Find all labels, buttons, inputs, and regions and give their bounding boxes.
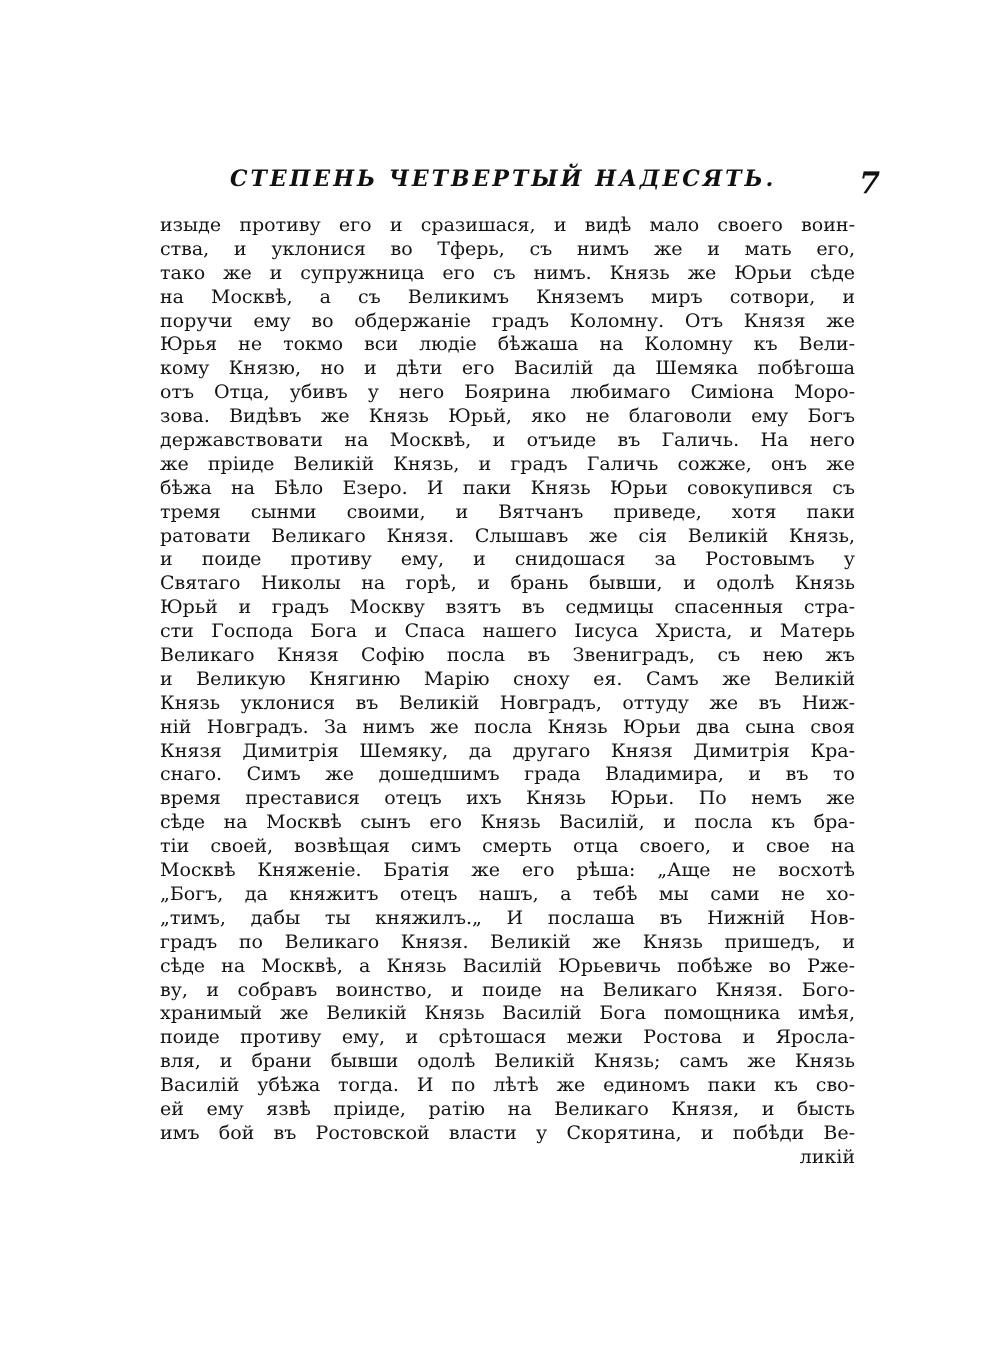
text-line: снаго. Симъ же дошедшимъ града Владимира, и въ то — [160, 763, 855, 786]
text-line: Василій убѣжа тогда. И по лѣтѣ же единомъ паки къ сво- — [160, 1074, 855, 1097]
text-line: Юрья не токмо вси людіе бѣжаша на Коломну къ Вели- — [160, 333, 855, 356]
body-text — [160, 214, 855, 1170]
text-line: сти Господа Бога и Спаса нашего Іисуса Христа, и Матерь — [160, 620, 855, 643]
text-line: ву, и собравъ воинство, и поиде на Великаго Князя. Бого- — [160, 978, 855, 1001]
text-line: вля, и брани бывши одолѣ Великій Князь; самъ же Князь — [160, 1050, 855, 1073]
text-line: державствовати на Москвѣ, и отъиде въ Галичь. На него — [160, 429, 855, 452]
text-line: зова. Видѣвъ же Князь Юрьй, яко не благоволи ему Богъ — [160, 405, 855, 428]
text-line: время преставися отецъ ихъ Князь Юрьи. По немъ же — [160, 787, 855, 810]
text-line: градъ по Великаго Князя. Великій же Князь пришедъ, и — [160, 930, 855, 953]
text-line: Москвѣ Княженіе. Братія же его рѣша: „Аще не восхотѣ — [160, 859, 855, 882]
text-line: Святаго Николы на горѣ, и брань бывши, и одолѣ Князь — [160, 572, 855, 595]
text-line: тако же и супружница его съ нимъ. Князь же Юрьи сѣде — [160, 261, 855, 284]
text-line: „Богъ, да княжитъ отецъ нашъ, а тебѣ мы сами не хо- — [160, 882, 855, 905]
text-line: же пріиде Великій Князь, и градъ Галичь сожже, онъ же — [160, 452, 855, 475]
text-line: поиде противу ему, и срѣтошася межи Ростова и Яросла- — [160, 1026, 855, 1049]
text-line: ей ему язвѣ пріиде, ратію на Великаго Князя, и бысть — [160, 1097, 855, 1120]
running-title: СТЕПЕНЬ ЧЕТВЕРТЫЙ НАДЕСЯТЬ. — [230, 166, 777, 192]
text-line: изыде противу его и сразишася, и видѣ мало своего воин- — [160, 214, 855, 236]
text-line: и Великую Княгиню Марію сноху ея. Самъ же Великій — [160, 667, 855, 690]
text-line: Князь уклонися въ Великій Новградъ, оттуду же въ Ниж- — [160, 691, 855, 714]
text-line: Великаго Князя Софію посла въ Звениградъ, съ нею жъ — [160, 644, 855, 667]
text-line: бѣжа на Бѣло Езеро. И паки Князь Юрьи совокупився съ — [160, 476, 855, 499]
text-line: Юрьй и градъ Москву взятъ въ седмицы спасенныя стра- — [160, 596, 855, 619]
text-line: ства, и уклонися во Тферь, съ нимъ же и мать его, — [160, 237, 855, 260]
text-line: на Москвѣ, а съ Великимъ Княземъ миръ сотвори, и — [160, 285, 855, 308]
text-line: ній Новградъ. За нимъ же посла Князь Юрьи два сына своя — [160, 715, 855, 738]
catchword: ликій — [799, 1145, 855, 1168]
text-line: Князя Димитрія Шемяку, да другаго Князя Димитрія Кра- — [160, 739, 855, 762]
page-header — [230, 166, 880, 206]
page-number: 7 — [859, 166, 880, 201]
text-line: тремя сынми своими, и Вятчанъ приведе, хотя паки — [160, 500, 855, 523]
text-line: „тимъ, дабы ты княжилъ.„ И послаша въ Нижній Нов- — [160, 906, 855, 929]
text-line: тіи своей, возвѣщая симъ смерть отца своего, и свое на — [160, 835, 855, 858]
text-line: имъ бой въ Ростовской власти у Скорятина, и побѣди Ве- — [160, 1121, 855, 1144]
text-line: отъ Отца, убивъ у него Боярина любимаго Симіона Моро- — [160, 381, 855, 404]
text-line: кому Князю, но и дѣти его Василій да Шемяка побѣгоша — [160, 357, 855, 380]
text-line: и поиде противу ему, и снидошася за Ростовымъ у — [160, 548, 855, 571]
text-line: сѣде на Москвѣ сынъ его Князь Василій, и посла къ бра- — [160, 811, 855, 834]
text-line: ратовати Великаго Князя. Слышавъ же сія Великій Князь, — [160, 524, 855, 547]
text-line: поручи ему во обдержаніе градъ Коломну. Отъ Князя же — [160, 309, 855, 332]
text-line: хранимый же Великій Князь Василій Бога помощника имѣя, — [160, 1002, 855, 1025]
text-line: сѣде на Москвѣ, а Князь Василій Юрьевичь побѣже во Рже- — [160, 954, 855, 977]
